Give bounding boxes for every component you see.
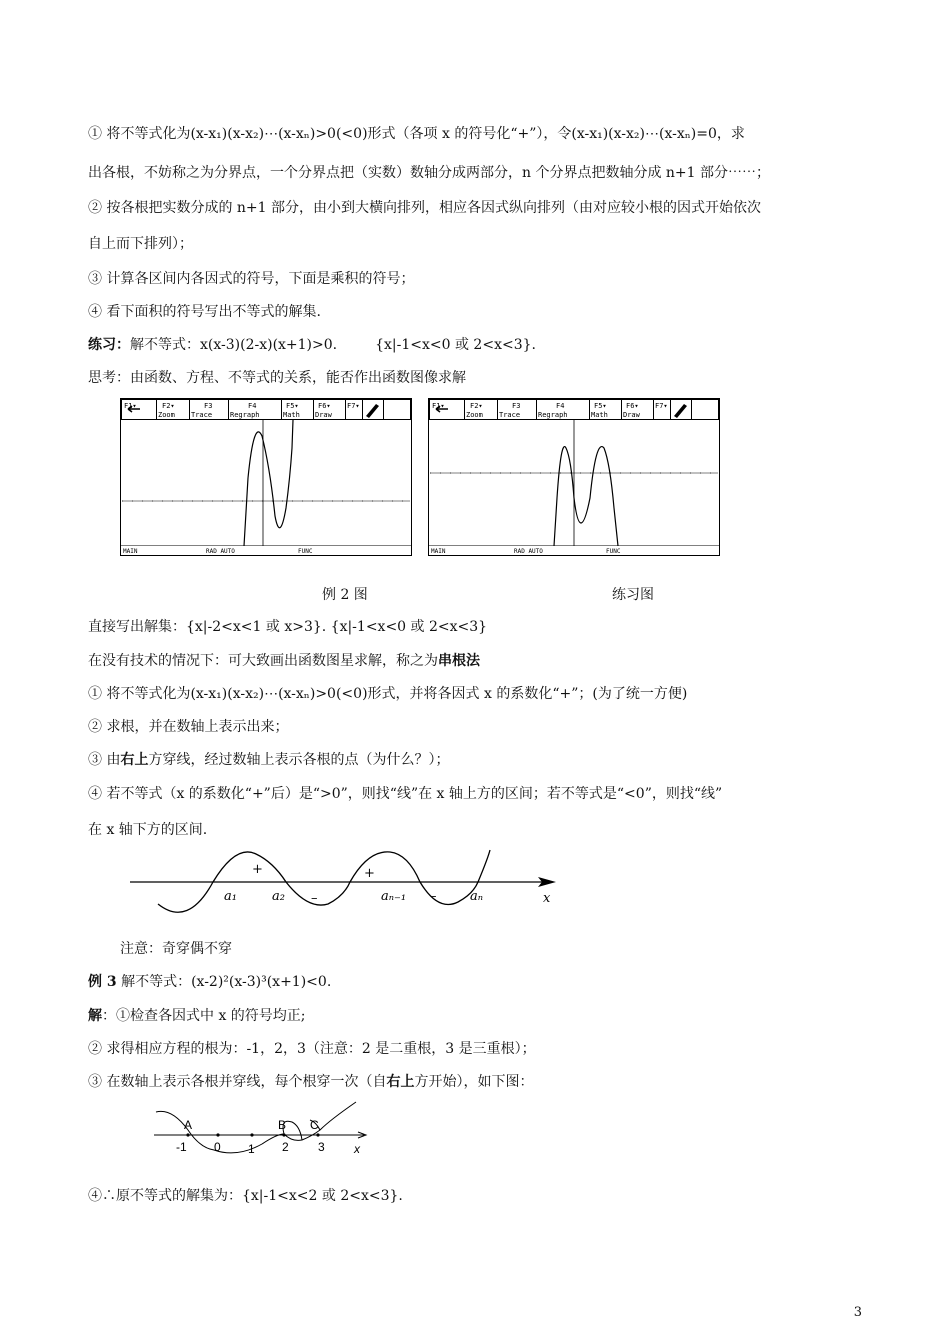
tb2-f1: F1▾: [432, 402, 445, 410]
method-step-4-a: ④ 若不等式（x 的系数化“+”后）是“>0”，则找“线”在 x 轴上方的区间；若不等式是“<0”，则找“线”: [88, 786, 723, 802]
tb-f4: F4: [248, 402, 257, 410]
tb-f3: F3: [204, 402, 213, 410]
wave-x: x: [543, 891, 551, 906]
tb-f1: F1▾: [124, 402, 137, 410]
tb-f6: F6▾: [318, 402, 331, 410]
axis-label-C: C: [310, 1118, 319, 1132]
tb2-f6: F6▾: [626, 402, 639, 410]
tb2-f2: F2▾: [470, 402, 483, 410]
axis-label-B: B: [278, 1118, 287, 1132]
example3-problem: 解不等式：(x-2)²(x-3)³(x+1)<0.: [121, 974, 332, 990]
method-step-3-c: 方穿线，经过数轴上表示各根的点（为什么？）；: [148, 752, 450, 768]
tb-regraph: Regraph: [230, 411, 260, 419]
thinking-line: 思考：由函数、方程、不等式的关系，能否作出函数图像求解: [88, 370, 466, 386]
tb2-f5: F5▾: [594, 402, 607, 410]
method-step-3: [88, 750, 449, 770]
example3-label: 例 3: [88, 974, 117, 990]
note: 注意：奇穿偶不穿: [120, 941, 232, 957]
axis-x-label: x: [354, 1142, 360, 1156]
wave-a1: a₁: [224, 889, 237, 904]
example3-line: [88, 972, 331, 992]
tb-draw: Draw: [315, 411, 332, 419]
tb-f5: F5▾: [286, 402, 299, 410]
exercise-answer: {x|-1<x<0 或 2<x<3}.: [375, 337, 536, 353]
exercise-problem: 解不等式：x(x-3)(2-x)(x+1)>0.: [130, 337, 338, 353]
step-2-line-b: 自上而下排列）；: [88, 236, 193, 252]
method-name: 串根法: [438, 653, 480, 669]
root-axis-diagram: [152, 1100, 374, 1164]
wave-minus-1: –: [311, 891, 318, 906]
method-intro: [88, 651, 480, 671]
tb2-zoom: Zoom: [466, 411, 483, 419]
status-func: FUNC: [298, 548, 313, 555]
method-intro-text: 在没有技术的情况下：可大致画出函数图星求解，称之为: [88, 653, 438, 669]
solution-3-bold: 右上: [386, 1074, 415, 1090]
axis-tick--1: -1: [176, 1140, 187, 1154]
method-step-4-b: 在 x 轴下方的区间.: [88, 822, 208, 838]
axis-label-A: A: [184, 1118, 193, 1132]
tb2-draw: Draw: [623, 411, 640, 419]
step-4: ④ 看下面积的符号写出不等式的解集.: [88, 304, 321, 320]
step-3: ③ 计算各区间内各因式的符号，下面是乘积的符号；: [88, 271, 415, 287]
tb2-f3: F3: [512, 402, 521, 410]
caption-example2: 例 2 图: [322, 587, 368, 603]
tb2-math: Math: [591, 411, 608, 419]
tb2-trace: Trace: [499, 411, 521, 419]
solution-3-c: 方开始），如下图：: [414, 1074, 534, 1090]
tb-f7: F7▾: [347, 402, 360, 410]
status-rad-auto: RAD AUTO: [206, 548, 235, 555]
wave-an: aₙ: [470, 889, 484, 904]
solution-3-a: ③ 在数轴上表示各根并穿线，每个根穿一次（自: [88, 1074, 387, 1090]
axis-tick-2: 2: [282, 1140, 289, 1154]
exercise-label: 练习：: [88, 337, 130, 353]
wave-plus-1: +: [252, 862, 263, 877]
exercise-line: [88, 335, 536, 355]
status-main: MAIN: [123, 548, 138, 555]
wave-diagram: [128, 848, 568, 924]
tb2-f7: F7▾: [655, 402, 668, 410]
status2-rad-auto: RAD AUTO: [514, 548, 543, 555]
tb2-f4: F4: [556, 402, 565, 410]
status2-func: FUNC: [606, 548, 621, 555]
tb-trace: Trace: [191, 411, 213, 419]
tb2-regraph: Regraph: [538, 411, 568, 419]
wave-a2: a₂: [272, 889, 285, 904]
solution-label: 解: [88, 1008, 102, 1024]
wave-plus-2: +: [364, 866, 375, 881]
step-1-line-a: ① 将不等式化为(x-x₁)(x-x₂)⋯(x-xₙ)>0(<0)形式（各项 x 的符号化“+”），令(x-x₁)(x-x₂)⋯(x-xₙ)=0，求: [88, 126, 745, 142]
tb-math: Math: [283, 411, 300, 419]
status2-main: MAIN: [431, 548, 446, 555]
solution-1-text: ：①检查各因式中 x 的符号均正;: [102, 1008, 306, 1024]
method-step-3-a: ③ 由: [88, 752, 121, 768]
solution-3: [88, 1072, 533, 1092]
caption-exercise: 练习图: [612, 587, 654, 603]
step-1-line-b: 出各根，不妨称之为分界点，一个分界点把（实数）数轴分成两部分，n 个分界点把数轴分成 n+1 部分⋯⋯；: [88, 165, 771, 181]
solution-2: ② 求得相应方程的根为：-1，2，3（注意：2 是二重根，3 是三重根）；: [88, 1041, 536, 1057]
solution-1: [88, 1006, 306, 1026]
tb-zoom: Zoom: [158, 411, 175, 419]
wave-minus-2: –: [430, 889, 437, 904]
axis-tick-0: 0: [214, 1140, 221, 1154]
method-step-2: ② 求根，并在数轴上表示出来；: [88, 719, 289, 735]
step-2-line-a: ② 按各根把实数分成的 n+1 部分，由小到大横向排列，相应各因式纵向排列（由对应较小根的因式开始依次: [88, 200, 762, 216]
direct-answer: 直接写出解集：{x|-2<x<1 或 x>3}. {x|-1<x<0 或 2<x<3}: [88, 619, 488, 635]
axis-tick-1: 1: [248, 1142, 255, 1156]
method-step-1: ① 将不等式化为(x-x₁)(x-x₂)⋯(x-xₙ)>0(<0)形式，并将各因式 x 的系数化“+”；(为了统一方便): [88, 686, 688, 702]
calculator-screen-example2: [120, 398, 412, 556]
wave-an-1: aₙ₋₁: [381, 889, 407, 904]
page-number: 3: [853, 1305, 862, 1320]
method-step-3-bold: 右上: [120, 752, 149, 768]
solution-4: ④∴原不等式的解集为：{x|-1<x<2 或 2<x<3}.: [88, 1188, 403, 1204]
tb-f2: F2▾: [162, 402, 175, 410]
axis-tick-3: 3: [318, 1140, 325, 1154]
calculator-screen-exercise: [428, 398, 720, 556]
